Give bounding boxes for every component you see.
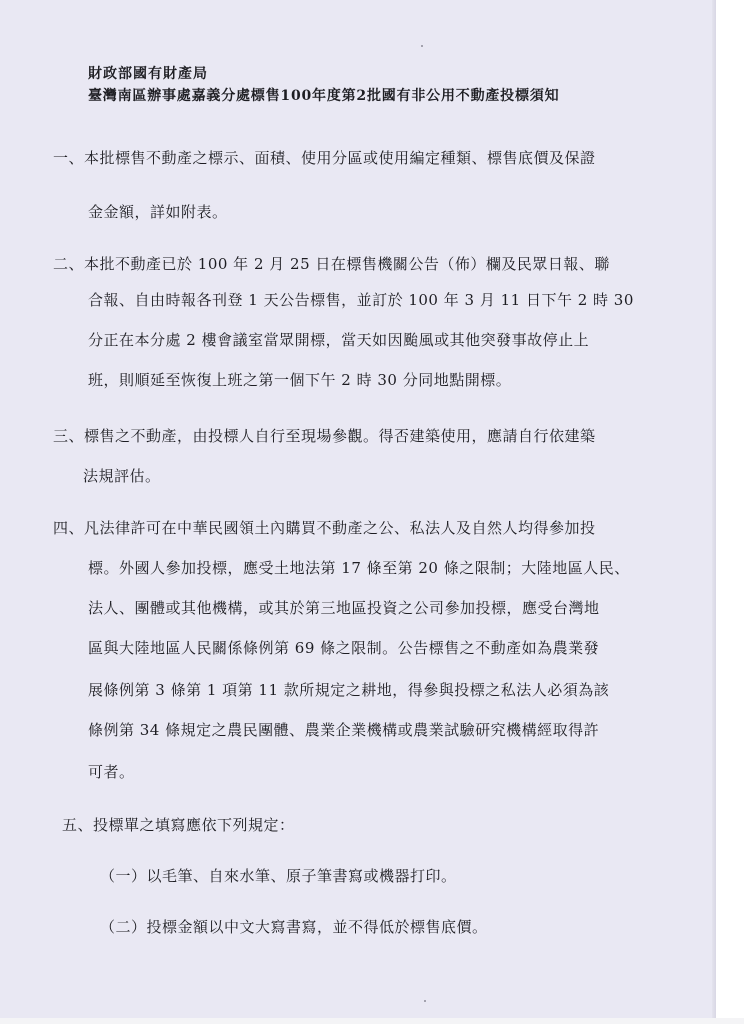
subitem-text: 投標金額以中文大寫書寫，並不得低於標售底價。 <box>146 918 488 936</box>
section-1-line-1 <box>53 148 596 168</box>
section-4-line-6: 條例第 34 條規定之農民團體、農業企業機構或農業試驗研究機構經取得許 <box>88 721 600 739</box>
agency-name: 財政部國有財產局 <box>88 66 208 82</box>
scan-speck <box>424 1000 426 1002</box>
section-text: 本批不動產已於 100 年 2 月 25 日在標售機關公告（佈）欄及民眾日報、聯 <box>84 255 610 273</box>
section-text: 凡法律許可在中華民國領土內購買不動產之公、私法人及自然人均得參加投 <box>84 519 596 537</box>
section-1-line-2: 金金額，詳如附表。 <box>88 203 228 221</box>
scan-border <box>0 1018 744 1024</box>
section-marker: 二、 <box>53 255 85 273</box>
section-marker: 四、 <box>53 519 85 537</box>
document-title: 臺灣南區辦事處嘉義分處標售100年度第2批國有非公用不動產投標須知 <box>88 88 560 104</box>
subitem-2 <box>100 917 488 937</box>
scan-speck <box>421 45 423 47</box>
section-2-line-3: 分正在本分處 2 樓會議室當眾開標，當天如因颱風或其他突發事故停止上 <box>88 331 590 349</box>
section-marker: 三、 <box>53 427 85 445</box>
section-4-line-7: 可者。 <box>88 763 135 781</box>
section-text: 標售之不動產，由投標人自行至現場參觀。得否建築使用，應請自行依建築 <box>84 427 596 445</box>
section-5-line-1 <box>62 815 295 835</box>
section-2-line-2: 合報、自由時報各刊登 1 天公告標售，並訂於 100 年 3 月 11 日下午 2 時 30 <box>88 291 634 309</box>
subitem-text: 以毛筆、自來水筆、原子筆書寫或機器打印。 <box>146 867 457 885</box>
section-marker: 一、 <box>53 149 85 167</box>
subitem-marker: （二） <box>100 918 147 936</box>
subitem-1 <box>100 866 457 886</box>
bleed-through-text <box>250 112 263 129</box>
section-marker: 五、 <box>62 816 94 834</box>
section-text: 投標單之填寫應依下列規定： <box>93 816 295 834</box>
section-3-line-1 <box>53 426 596 446</box>
section-4-line-5: 展條例第 3 條第 1 項第 11 款所規定之耕地，得參與投標之私法人必須為該 <box>88 681 610 699</box>
section-4-line-1 <box>53 518 596 538</box>
section-2-line-4: 班，則順延至恢復上班之第一個下午 2 時 30 分同地點開標。 <box>88 371 512 389</box>
section-text: 本批標售不動產之標示、面積、使用分區或使用編定種類、標售底價及保證 <box>84 149 596 167</box>
section-4-line-2: 標。外國人參加投標，應受土地法第 17 條至第 20 條之限制；大陸地區人民、 <box>88 559 630 577</box>
section-4-line-3: 法人、團體或其他機構，或其於第三地區投資之公司參加投標，應受台灣地 <box>88 599 600 617</box>
section-2-line-1 <box>53 254 610 274</box>
section-3-line-2: 法規評估。 <box>83 467 161 485</box>
subitem-marker: （一） <box>100 867 147 885</box>
section-4-line-4: 區與大陸地區人民關係條例第 69 條之限制。公告標售之不動產如為農業發 <box>88 639 600 657</box>
